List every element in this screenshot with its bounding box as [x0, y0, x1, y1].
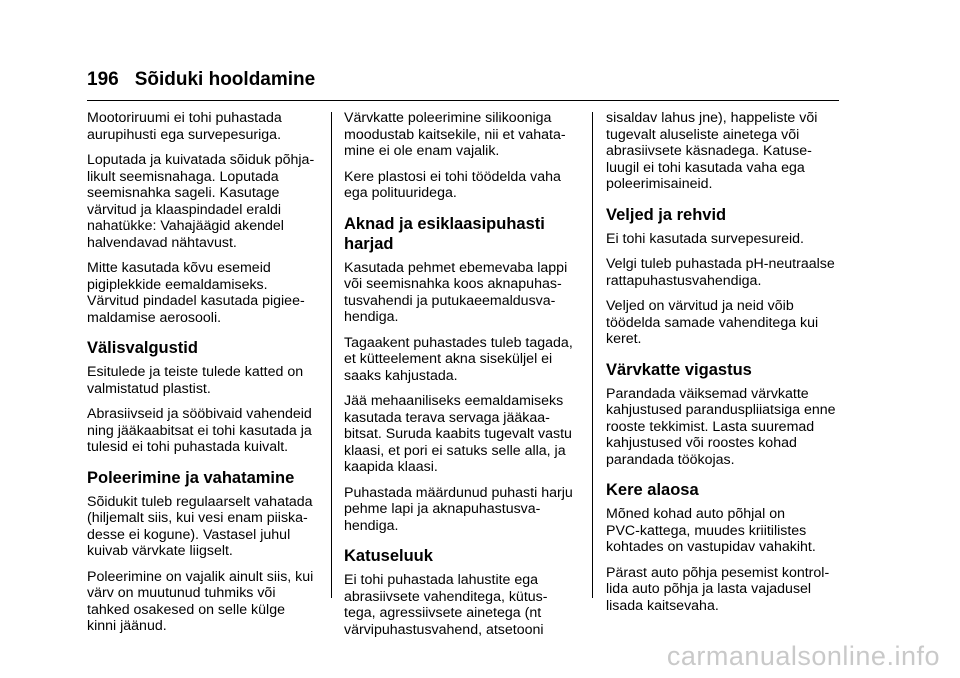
section-heading: Välisvalgustid [87, 339, 198, 357]
section-heading: Veljed ja rehvid [606, 205, 727, 224]
page-number: 196 [87, 69, 119, 90]
paragraph: Abrasiivseid ja sööbivaid vahendeid ning jääkaabitsat ei tohi kasutada ja tulesid ei tohi puhastada kuivalt. [87, 406, 312, 455]
paragraph: sisaldav lahus jne), happeliste või tugevalt aluseliste ainetega või abrasiivsete käsnadega. Katuse- luugil ei tohi kasutada vaha ega poleerimisaineid. [606, 110, 818, 192]
watermark: carmanualsonline.info [666, 641, 940, 671]
column-2 [344, 110, 582, 647]
paragraph: Velgi tuleb puhastada pH-neutraalse rattapuhastusvahendiga. [606, 256, 835, 289]
paragraph: Värvkatte poleerimine silikooniga moodustab kaitsekile, nii et vahata- mine ei ole enam vajalik. [344, 110, 566, 159]
paragraph: Tagaakent puhastades tuleb tagada, et kütteelement akna siseküljel ei saaks kahjustada. [344, 334, 573, 384]
paragraph: Mootoriruumi ei tohi puhastada aurupihusti ega survepesuriga. [87, 110, 282, 143]
section-heading: Kere alaosa [606, 481, 699, 499]
page-title: Sõiduki hooldamine [134, 69, 316, 90]
page-header [87, 68, 315, 92]
paragraph: Kere plastosi ei tohi töödelda vaha ega polituuridega. [344, 168, 561, 201]
header-rule [87, 100, 839, 101]
paragraph: Poleerimine on vajalik ainult siis, kui värv on muutunud tuhmiks või tahked osakesed on selle külge kinni jäänud. [87, 568, 314, 634]
paragraph: Mitte kasutada kõvu esemeid pigiplekkide eemaldamiseks. Värvitud pindadel kasutada pigiee- maldamise aerosooli. [87, 260, 305, 326]
section-heading: Aknad ja esiklaasipuhasti harjad [344, 214, 545, 253]
paragraph: Veljed on värvitud ja neid võib töödelda samade vahenditega kui keret. [606, 298, 819, 347]
section-heading: Poleerimine ja vahatamine [87, 468, 295, 487]
paragraph: Ei tohi kasutada survepesureid. [606, 230, 804, 247]
paragraph: Pärast auto põhja pesemist kontrol- lida auto põhja ja lasta vajadusel lisada kaitsevaha. [606, 564, 830, 614]
paragraph: Mõned kohad auto põhjal on PVC-kattega, muudes kriitilistes kohtades on vastupidav vahakiht. [606, 506, 816, 555]
column-divider [331, 112, 332, 598]
section-heading: Värvkatte vigastus [606, 360, 752, 379]
paragraph: Jää mehaaniliseks eemaldamiseks kasutada terava servaga jääkaa- bitsat. Suruda kaabits tugevalt vastu klaasi, et pori ei satuks selle alla, ja kaapida klaasi. [344, 393, 572, 475]
column-divider [592, 112, 593, 598]
section-heading: Katuseluuk [344, 547, 433, 565]
paragraph: Esitulede ja teiste tulede katted on valmistatud plastist. [87, 364, 304, 397]
paragraph: Sõidukit tuleb regulaarselt vahatada (hiljemalt siis, kui vesi enam piiska- desse ei kogune). Vastasel juhul kuivab värvkate liigselt. [87, 493, 313, 559]
paragraph: Kasutada pehmet ebemevaba lappi või seemisnahka koos aknapuhas- tusvahendi ja putukaeemaldusva- hendiga. [344, 259, 568, 325]
paragraph: Parandada väiksemad värvkatte kahjustused paranduspliiatsiga enne rooste tekkimist. Lasta suuremad kahjustused või roostes kohad parandada töökojas. [606, 385, 836, 468]
paragraph: Loputada ja kuivatada sõiduk põhja- likult seemisnahaga. Loputada seemisnahka sageli. Kasutage värvitud ja klaaspindadel eraldi nahatükke: Vahajäägid akendel halvendavad nähtavust. [87, 152, 315, 251]
column-3 [606, 110, 844, 623]
paragraph: Ei tohi puhastada lahustite ega abrasiivsete vahenditega, kütus- tega, agressiivsete ainetega (nt värvipuhastusvahend, atsetooni [344, 572, 548, 638]
paragraph: Puhastada määrdunud puhasti harju pehme lapi ja aknapuhastusva- hendiga. [344, 484, 573, 534]
column-1 [87, 110, 325, 644]
